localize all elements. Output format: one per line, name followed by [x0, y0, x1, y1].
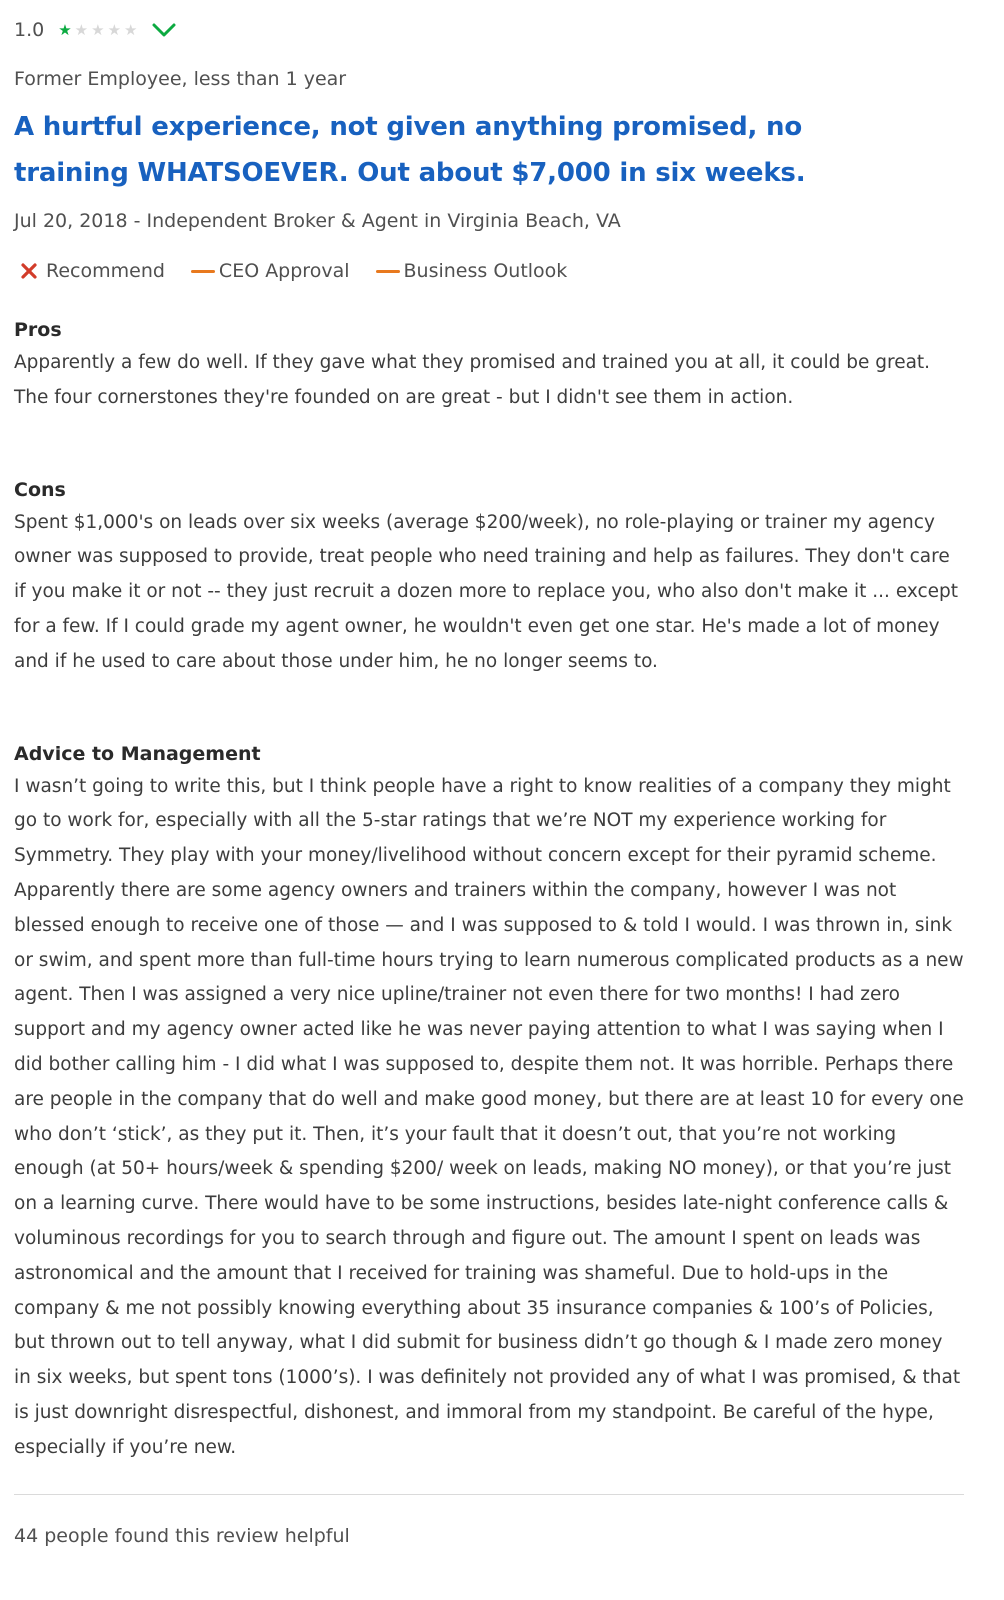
recommend-badge	[14, 260, 165, 282]
rating-row	[14, 0, 964, 60]
divider	[14, 1494, 964, 1495]
chevron-down-icon[interactable]	[151, 21, 177, 39]
star-empty-icon: ★	[91, 20, 105, 39]
recommend-label: Recommend	[46, 260, 165, 282]
helpful-count: 44 people found this review helpful	[14, 1524, 350, 1547]
review-title[interactable]: A hurtful experience, not given anything promised, no training WHATSOEVER. Out about $7,000 in six weeks.	[14, 112, 806, 188]
pros-text: Apparently a few do well. If they gave what they promised and trained you at all, it could be great. The four cornerstones they're founded on are great - but I didn't see them in action.	[14, 352, 936, 408]
ceo-approval-badge	[191, 260, 350, 282]
star-empty-icon: ★	[107, 20, 122, 39]
pros-heading: Pros	[14, 319, 62, 341]
cons-section	[14, 474, 964, 680]
rating-value: 1.0	[14, 19, 45, 41]
advice-section	[14, 738, 970, 1466]
star-rating	[58, 20, 138, 39]
cons-text: Spent $1,000's on leads over six weeks (average $200/week), no role-playing or trainer my agency owner was supposed to provide, treat people who need training and help as failures. They don't care if you make it or not -- they just recruit a dozen more to replace you, who also don't make it ... except for a few. If I could grade my agent owner, he wouldn't even get one star. He's made a lot of money and if he used to care about those under him, he no longer seems to.	[14, 511, 964, 672]
ceo-approval-label: CEO Approval	[218, 260, 350, 282]
star-empty-icon: ★	[74, 20, 89, 39]
author-info: Former Employee, less than 1 year	[14, 68, 347, 90]
neutral-dash-icon	[376, 270, 400, 273]
advice-text: I wasn’t going to write this, but I think people have a right to know realities of a company they might go to work for, especially with all the 5-star ratings that we’re NOT my experience working for Symmetry. They play with your money/livelihood without concern except for their pyramid scheme. Apparently there are some agency owners and trainers within the company, however I was not blessed enough to receive one of those — and I was supposed to & told I would. I was thrown in, sink or swim, and spent more than full-time hours trying to learn numerous complicated products as a new agent. Then I was assigned a very nice upline/trainer not even there for two months! I had zero support and my agency owner acted like he was never paying attention to what I was saying when I did bother calling him - I did what I was supposed to, despite them not. It was horrible. Perhaps there are people in the company that do well and make good money, but there are at least 10 for every one who don’t ‘stick’, as they put it. Then, it’s your fault that it doesn’t out, that you’re not working enough (at 50+ hours/week & spending $200/ week on leads, making NO money), or that you’re just on a learning curve. There would have to be some instructions, besides late-night conference calls & voluminous recordings for you to search through and figure out. The amount I spent on leads was astronomical and the amount that I received for training was shameful. Due to hold-ups in the company & me not possibly knowing everything about 35 insurance companies & 100’s of Policies, but thrown out to tell anyway, what I did submit for business didn’t go though & I made zero money in six weeks, but spent tons (1000’s). I was definitely not provided any of what I was promised, & that is just downright disrespectful, dishonest, and immoral from my standpoint. Be careful of the hype, especially if you’re new.	[14, 775, 970, 1458]
advice-heading: Advice to Management	[14, 742, 261, 765]
star-filled-icon: ★	[58, 20, 72, 39]
neutral-dash-icon	[191, 270, 215, 273]
star-empty-icon: ★	[124, 20, 138, 39]
review-badges	[14, 256, 964, 286]
x-icon	[20, 262, 38, 280]
pros-section	[14, 314, 964, 416]
business-outlook-badge	[376, 260, 568, 282]
review-date-location: Jul 20, 2018 - Independent Broker & Agent in Virginia Beach, VA	[14, 210, 621, 232]
cons-heading: Cons	[14, 478, 66, 501]
business-outlook-label: Business Outlook	[403, 260, 568, 282]
